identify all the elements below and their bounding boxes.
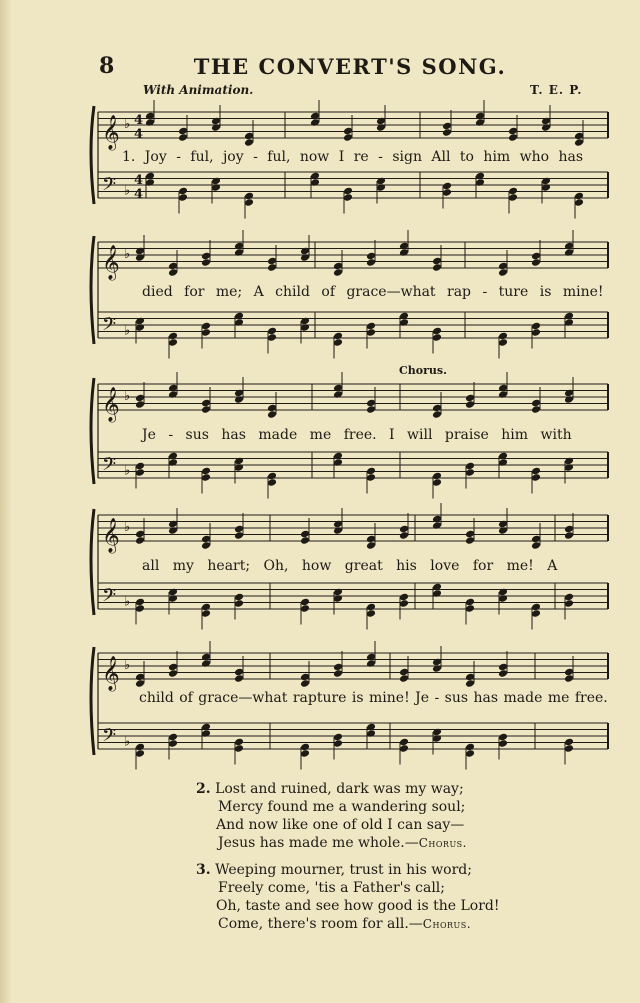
lyric-line-1: 1. Joy - ful, joy - ful, now I re - sign All to him who has xyxy=(122,149,584,165)
treble-clef: 𝄞 xyxy=(102,387,120,422)
treble-clef: 𝄞 xyxy=(102,245,120,280)
flat-sign: ♭ xyxy=(124,463,131,479)
verse-2-line-4: Jesus has made me whole.—Chorus. xyxy=(218,835,467,851)
verse-3-number: 3. xyxy=(196,862,211,878)
page-number: 8 xyxy=(99,53,115,79)
treble-clef: 𝄞 xyxy=(102,518,120,553)
treble-clef: 𝄞 xyxy=(102,656,120,691)
system-brace xyxy=(91,378,94,484)
bass-clef: 𝄢 xyxy=(102,454,117,480)
verse-2 xyxy=(196,780,467,852)
bass-clef: 𝄢 xyxy=(102,314,117,340)
flat-sign: ♭ xyxy=(124,594,131,610)
verse-2-line-1: 2. Lost and ruined, dark was my way; xyxy=(196,781,464,797)
flat-sign: ♭ xyxy=(124,389,131,404)
author-initials: T. E. P. xyxy=(530,83,583,97)
bass-clef: 𝄢 xyxy=(102,174,117,200)
system-brace xyxy=(91,509,94,615)
verse-3-line-4: Come, there's room for all.—Chorus. xyxy=(218,916,472,932)
flat-sign: ♭ xyxy=(124,323,131,339)
time-signature-top: 4 xyxy=(134,173,144,188)
verse-2-line-3: And now like one of old I can say— xyxy=(216,817,465,833)
verse-2-number: 2. xyxy=(196,781,211,797)
lyric-line-5: child of grace—what rapture is mine! Je - sus has made me free. xyxy=(139,690,608,706)
flat-sign: ♭ xyxy=(124,247,131,262)
verse-2-refrain: Chorus. xyxy=(418,836,467,850)
system-brace xyxy=(91,647,94,755)
verse-3-line-2: Freely come, 'tis a Father's call; xyxy=(218,880,446,896)
lyric-line-3: Je - sus has made me free. I will praise him with xyxy=(142,427,572,443)
lyric-line-4: all my heart; Oh, how great his love for me! A xyxy=(142,558,558,574)
system-brace xyxy=(91,236,94,344)
treble-clef: 𝄞 xyxy=(102,115,120,150)
flat-sign: ♭ xyxy=(124,658,131,673)
bass-clef: 𝄢 xyxy=(102,585,117,611)
bass-clef: 𝄢 xyxy=(102,725,117,751)
time-signature-bottom: 4 xyxy=(134,187,144,202)
system-brace xyxy=(91,106,94,204)
verse-3 xyxy=(196,861,500,933)
verse-2-line-2: Mercy found me a wandering soul; xyxy=(218,799,466,815)
verse-3-line-1: 3. Weeping mourner, trust in his word; xyxy=(196,862,472,878)
flat-sign: ♭ xyxy=(124,520,131,535)
time-signature-top: 4 xyxy=(134,113,144,128)
lyric-line-2: died for me; A child of grace—what rap - ture is mine! xyxy=(142,284,604,300)
flat-sign: ♭ xyxy=(124,734,131,750)
verse-3-line-3: Oh, taste and see how good is the Lord! xyxy=(216,898,500,914)
tempo-marking: With Animation. xyxy=(143,83,254,97)
flat-sign: ♭ xyxy=(124,117,131,132)
chorus-marking: Chorus. xyxy=(399,364,447,377)
flat-sign: ♭ xyxy=(124,183,131,199)
verse-3-refrain: Chorus. xyxy=(422,917,472,931)
time-signature-bottom: 4 xyxy=(134,127,144,142)
page-title: THE CONVERT'S SONG. xyxy=(193,54,507,79)
